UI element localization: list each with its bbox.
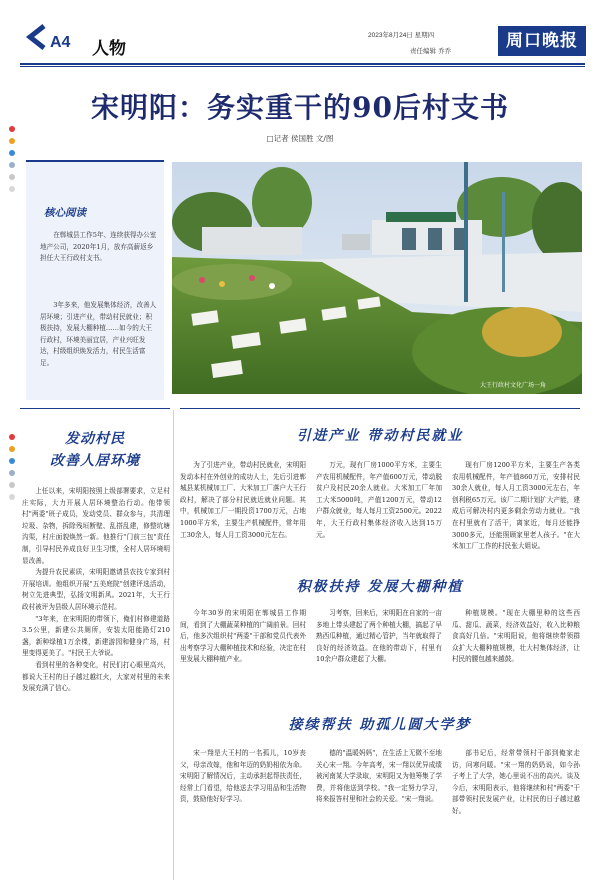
left-paragraph-1: 上任以来，宋明阳按照上级部署要求，立足村庄实际，大力开展人居环境整治行动。他带领村"两委"班子成员，发动党员、群众参与，共清理垃圾、杂物，拆除残垣断壁、乱搭乱建，修整坑塘沟渠，村庄面貌焕然一新。他推行"门前三包"责任制，引导村民养成良好卫生习惯，全村人居环境明显改善。 [22, 487, 170, 565]
section-name: 人物 [92, 39, 126, 59]
orphan-paragraph-1: 宋一翔是大王村的一名孤儿，10岁丧父，母亲改嫁，他和年迈的奶奶相依为命。宋明阳了解情况后，主动承担起帮扶责任，经常上门看望，给他送去学习用品和生活物资，鼓励他好好学习。 [180, 749, 306, 804]
orphan-paragraph-3: 部书记后，经常带领村干部到俺家走访，问寒问暖。"宋一翔的奶奶说，如今孙子考上了大学，她心里说不出的高兴。谈及今后，宋明阳表示，他将继续和村"两委"干部带领村民发展产业，让村民的日子越过越好。 [452, 749, 580, 815]
industry-paragraph-1: 为了引进产业，带动村民就业，宋明阳发动本村在外创业的成功人士，先后引进郸城县某机械加工厂、大米加工厂落户大王行政村，解决了部分村民就近就业问题。其中，机械加工厂一期投资1700万元，占地1000平方米，主要生产机械配件，常年用工30余人，每人月工资3000元左右。 [180, 461, 306, 539]
orphan-paragraph-2: 德的"温暖妈妈"，在生活上无微不至地关心宋一翔。今年高考，宋一翔以优异成绩被河南某大学录取，宋明阳又为他筹集了学费，并将他送到学校。"我一定努力学习，将来报答村里和社会的关爱。"宋一翔说。 [316, 749, 442, 804]
left-paragraph-4: 看到村里的各种变化，村民们打心眼里高兴，都说大王村的日子越过越红火，大家对村里的未来发展充满了信心。 [22, 660, 170, 693]
industry-column-2 [316, 460, 442, 541]
greenhouse-column-2 [316, 608, 442, 666]
village-square-photo [172, 162, 582, 394]
greenhouse-paragraph-3: 种植规模。"现在大棚里种的这些西瓜、甜瓜、蔬菜，经济效益好，收入比种粮食高好几倍。"宋明阳说，他将继续带领群众扩大大棚种植规模，壮大村集体经济，让村民的腰包越来越鼓。 [452, 609, 580, 664]
greenhouse-paragraph-1: 今年30岁的宋明阳在郸城县工作期间，看到了大棚蔬菜种植的广阔前景。回村后，他多次组织村"两委"干部和党员代表外出考察学习大棚种植技术和经验，决定在村里发展大棚种植产业。 [180, 609, 306, 664]
section-rule [180, 408, 580, 409]
greenhouse-column-1 [180, 608, 306, 666]
section-heading-industry: 引进产业 带动村民就业 [296, 428, 464, 444]
column-divider [173, 410, 174, 880]
summary-paragraph-2: 3年多来，他发展集体经济，改善人居环境；引进产业，带动村民就业；积极扶持，发展大棚种植……如今的大王行政村，环境美丽宜居，产业兴旺发达，村级组织焕发活力，村民生活富足。 [40, 301, 157, 367]
industry-column-1 [180, 460, 306, 541]
left-section-heading-line-2: 改善人居环境 [50, 453, 140, 469]
summary-paragraph-1: 在郸城县工作5年、连续获得办公室地产公司，2020年1月，放弃高薪返乡担任大王行政村支书。 [40, 231, 157, 262]
edge-dot [9, 482, 15, 488]
edge-dot [9, 150, 15, 156]
orphan-column-1 [180, 748, 306, 806]
edge-dot [9, 458, 15, 464]
photo-caption: 大王行政村文化广场一角 [480, 382, 547, 389]
edge-dot [9, 494, 15, 500]
edge-dot [9, 162, 15, 168]
orphan-column-2 [316, 748, 442, 806]
article-title: 宋明阳：务实重干的90后村支书 [91, 91, 509, 124]
newspaper-masthead: 周口晚报 [498, 26, 586, 56]
left-paragraph-3: "3年来，在宋明阳的带领下，俺们村修建道路3.5公里，新建公共厕所，安装太阳能路灯210盏，新种绿植1万余棵，新建游园和健身广场，村里变得更美了。"村民王大爷说。 [22, 614, 170, 658]
article-byline: □记者 侯国胜 文/图 [266, 134, 334, 143]
edge-dot [9, 126, 15, 132]
greenhouse-paragraph-2: 习考察，回来后，宋明阳在自家的一亩多地上带头建起了两个种植大棚，搞起了早熟西瓜种植，通过精心管护，当年就取得了良好的经济效益。在他的带动下，村里有10余户群众建起了大棚。 [316, 609, 442, 664]
editor-credit: 责任编辑 乔乔 [410, 47, 452, 55]
summary-heading: 核心阅读 [44, 207, 86, 219]
industry-paragraph-3: 现有厂房1200平方米，主要生产各类农用机械配件，年产值860万元，安排村民30余人就业，每人月工资3000元左右，年创利税65万元。该厂二期计划扩大产能，建成后可解决村内更多剩余劳动力就业。"我在村里就有了活干，离家近，每月还能挣3000多元，还能照顾家里老人孩子。"在大米加工厂工作的村民张大姐说。 [452, 461, 580, 551]
section-heading-orphan: 接续帮扶 助孤儿圆大学梦 [288, 717, 472, 733]
industry-paragraph-2: 万元，现有厂房1000平方米，主要生产农用机械配件，年产值600万元，带动脱贫户及村民20余人就业。大米加工厂年加工大米5000吨，产值1200万元，带动12户群众就业，每人每月工资2500元。2022年，大王行政村集体经济收入达到15万元。 [316, 461, 442, 539]
edge-dot [9, 470, 15, 476]
edge-dot [9, 138, 15, 144]
page-number: A4 [50, 34, 71, 51]
edge-dot [9, 186, 15, 192]
industry-column-3 [452, 460, 580, 553]
left-paragraph-2: 为提升农民素质，宋明阳邀请县农技专家到村开展培训。他组织开展"五美庭院"创建评选活动，树立先进典型，弘扬文明新风。2021年，大王行政村被评为县级人居环境示范村。 [22, 568, 170, 611]
left-section-heading-line-1: 发动村民 [65, 431, 125, 447]
section-heading-greenhouse: 积极扶持 发展大棚种植 [296, 579, 464, 595]
edge-dot [9, 174, 15, 180]
left-column-rule [20, 408, 170, 409]
greenhouse-column-3 [452, 608, 580, 666]
left-column-body [22, 486, 170, 695]
issue-date: 2023年8月24日 星期四 [368, 32, 435, 39]
header-rule-thin [20, 66, 585, 67]
edge-dot [9, 446, 15, 452]
header-rule [20, 63, 585, 65]
orphan-column-3 [452, 748, 580, 818]
edge-dot [9, 434, 15, 440]
